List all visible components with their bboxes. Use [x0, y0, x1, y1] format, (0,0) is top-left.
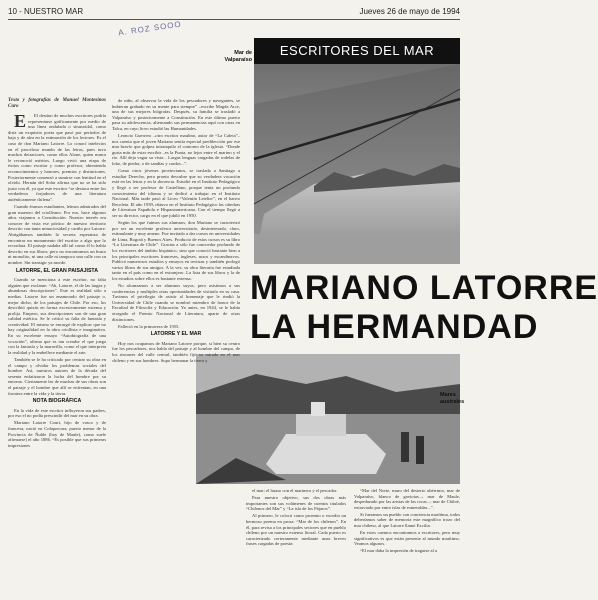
article-column-3 [246, 488, 346, 592]
page-date: Jueves 26 de mayo de 1994 [359, 6, 460, 16]
paragraph: En estos cuentos encontramos a escritores, pero muy significativos es que están presente al mundo marítimo. Veamos algunos. [354, 530, 460, 547]
article-column-2 [112, 98, 240, 592]
paragraph: En la vida de este escritor influyeron sus padres, por eso el no podía prescindir del mar en su obra. [8, 407, 106, 419]
drop-cap: E [14, 111, 27, 131]
paragraph: Hoy nos ocupamos de Mariano Latorre porque, si bien su centro fue los pescadores, nos habla del paisaje y al hombre del campo, de los rincones del valle central, también fijó su mirada en el mar chileno y en sus hombres. Supo hermanar la tierra y [112, 340, 240, 363]
page-section: 10 - NUESTRO MAR [8, 6, 84, 16]
paragraph: Según los que fuimos sus alumnos, don Mariano se caracterizó por ser un excelente profesor universitario, desinteresado, claro, estimulante y muy ameno. Fue invitado a dar cursos en universidades de Lima, Bogotá y Buenos Aires. Producto de estos cursos es su libro “La Literatura de Chile”. Gracias a sólo fue conocedor profundo de los escritores del ámbito hispánico, sino que conoció bastante bien a los principales escritores franceses, ingleses, rusos y escandinavos. Publicó numerosos estudios y ensayos en revistas y también prologó varios libros de sus amigos. A la vez, su obra literaria fue estudiada tanto en el país como en el extranjero. La lista de sus libros y la de los estudios sobre ellos es bastante extensa. [112, 219, 240, 281]
byline: Texto y fotografías de Manuel Montesinos Curo [8, 98, 106, 109]
paragraph: Cuando éramos estudiantes, leímos admirados del gran maestro del criollismo. Por eso, hace algunos años viajamos a Constitución. Nuestro interés era conocer de vista ese pórtico de nuestro territorio descrito con tanta minuciosidad y cariño por Latorre. Abrigábamos también la secreta esperanza de encontrar un monumento del escritor a algo que lo recordara. El paisaje nadaba allí tal como él lo había descrito en sus libros; pero no encontramos un busto ni monolito, ni una calle ni tampoco una calle con su nombre. Sin transigir ya morde. [8, 204, 106, 265]
article-column-4 [354, 488, 460, 592]
photo-valparaiso [254, 64, 460, 264]
paragraph: Leoncio Guerrero –otro escritor maulino, autor de “La Caleta”– nos cuenta que el joven Mariano sentía especial predilección por ese mar bravío que golpea intranquilo el contorno de la iglesia. “Donde gusta más de estar escribir –es la Punta, no lejos entre el marino y el río. Allí deja vagar su vista... Largas lenguas cargadas de rodelas de lobo, de piedra, o de sandías y cardos...”. [112, 133, 240, 167]
photo-valparaiso-image [254, 64, 460, 264]
paragraph: Como otros jóvenes provincianos, se traslada a Santiago a estudiar Derecho, pero pronto descubre que su verdadera vocación está en las letras y en la docencia. Estudió en el Instituto Pedagógico y llegó a ser profesor de Castellano, porque tenía un profundo conocimiento del idioma y se dedicó a trabajar en el Instituto Nacional. Más tarde pasó al Liceo “Valentín Letelier”, en el barrio Recoleta. El año 1939, obtuvo en el Instituto Pedagógico las cátedras de Literatura Española e Hispanoamericana. Con el tiempo llegó a ser su director, cargo en el que jubiló en 1950. [112, 168, 240, 218]
paragraph: Para nuestro objetivo, sus dos obras más importantes son sus volúmenes de cuentos titulados “Chilenos del Mar” y “La isla de los Pájaros”. [246, 495, 346, 512]
headline-line2: LA HERMANDAD [250, 308, 539, 346]
paragraph: E El destino de muchos escritores podría representarse gráficamente por medio de una línea ondulada o sinusoidal, como diría un exquisito poeta que pasó por períodos de baja y de alza en la estimación de los lectores. Es el caso de don Mariano Latorre. Lo conocí intelectos en el proceloso mundo de las letras, pues tuvo muchos detractores, como ellos Alone, quien nunca le reconoció méritos. Luego vivió una etapa de éxitos como escritor y como profesor, obteniendo reconocimientos y honores, premios y distinciones. Posteriormente comenzó a sumirse con lentitud en el olvido. Hernán del Solar afirma que no se ha sido justo con él, ya que este escritor “se destaca entre los verdaderos forjadores de una literatura auténticamente chilena”. [8, 111, 106, 202]
section-banner: ESCRITORES DEL MAR [254, 38, 460, 64]
paragraph: Falleció en la primavera de 1955. [118, 323, 180, 329]
subhead: LATORRE, EL GRAN PAISAJISTA [16, 267, 98, 274]
page-header [8, 4, 460, 18]
subhead: NOTA BIOGRÁFICA [32, 398, 82, 405]
paragraph: de niño, al observar la vida de los pescadores y navegantes, se hubieran grabado en su mente para siempre” –escribe Magda Arce, una de sus mejores biógrafas. Después, su familia se trasladó a Valparaíso y posteriormente a Constitución. En este último puerto pasa su adolescencia, alternando sus permanencias aquí con otras en Talca, en cuyo liceo estudió las Humanidades. [112, 98, 240, 131]
archive-stamp: A. ROZ SOOO [117, 19, 183, 38]
article-column-1 [8, 98, 106, 592]
photo-caption-bottom: Mares australes [440, 392, 465, 405]
paragraph: el mar; el huaso con el marinero y el pescador. [252, 488, 338, 493]
paragraph: “Mar del Norte, muro del desierto ubérrimo, mar de Valparaíso, blanco de gaviotas...; mar de Maule, despedazado por las aristas de las rocas...; mar de Chiloé, extraviado por entre islas de esmeraldas...”. [354, 488, 460, 510]
header-rule [8, 19, 460, 20]
photo-caption-top: Mar de Valparaíso [224, 50, 252, 63]
headline-line1: MARIANO LATORRE [250, 269, 598, 307]
subhead: LATORRE Y EL MAR [150, 331, 202, 338]
paragraph: Mariano Latorre Court, hijo de vasco y de francesa, nació en Cobquecura, puerto menor de la Provincia de Ñuble (hoy de Maule), como suele afirmarse) el año 1886. “Es posible que sus primeras impresiones [8, 420, 106, 448]
paragraph: No alcanzamos a ser alumnos suyos, pero asistimos a sus conferencias y multiples otras oportunidades de visitarlo en su casa. Tuvimos el privilegio de asistir al homenaje que le rindió la Universidad de Chile cuando se nombró miembro de honor de la Facultad de Filosofía y Educación. Yo antes, en 1944, se le había otorgado el Premio Nacional de Literatura, aparte de otras distinciones. [112, 283, 240, 322]
paragraph: Al primero, le colocó como proemio o exordio un hermoso poema en prosa: “Mar de los chilenos”. En él, para revisa a los principales sectores que en pueblo chileno por un nuestro extenso litoral. Cada puerto es caracterizado certeramente mediante unas breves frases cargadas de poesía: [246, 513, 346, 547]
paragraph: También se le ha criticado por centrar su obra en el campo y olvidar los problemas sociales del hombre. Así, nuestros autores de la década del sesenta enfatizaron la lucha del hombre por su entorno. Ciertamente las de muchas de sus obras son el paisaje y el hombre que allí se enfrentan, en una frontera entre la vida y la tierra. [8, 356, 106, 396]
paragraph: “El mar daba la impresión de tragarse al a [360, 548, 438, 554]
paragraph: Cuando se menciona a este escritor, no falta alguien que exclame: “Ah, Latorre, el de las largas y abundosas descripciones”. Este es realidad sólo a medias. Latorre fue un enamorado del paisaje o, mejor dicho, de los paisajes de Chile. Por eso, los describió quizás en forma excesivamente extensa y prolija. Empero, sus descripciones son de una gran calidad estética. Se le criticó su falta de fantasía y creatividad. El mismo se encargó de explicar que no hay originalidad en la obra criollista e imaginativa. En su excelente ensayo “Autobiografía de una vocación”, afirma que es tan creador el que juega con la fantasía y la maravilla, como el que interpreta la realidad y la embellece mediante el arte. [8, 277, 106, 355]
paragraph: Si fueramos un pueblo con conciencia marítima, todos deberíamos saber de memoria este magnífico trozo del mar chileno, al que Latorre llamó Excilia. [354, 511, 461, 529]
